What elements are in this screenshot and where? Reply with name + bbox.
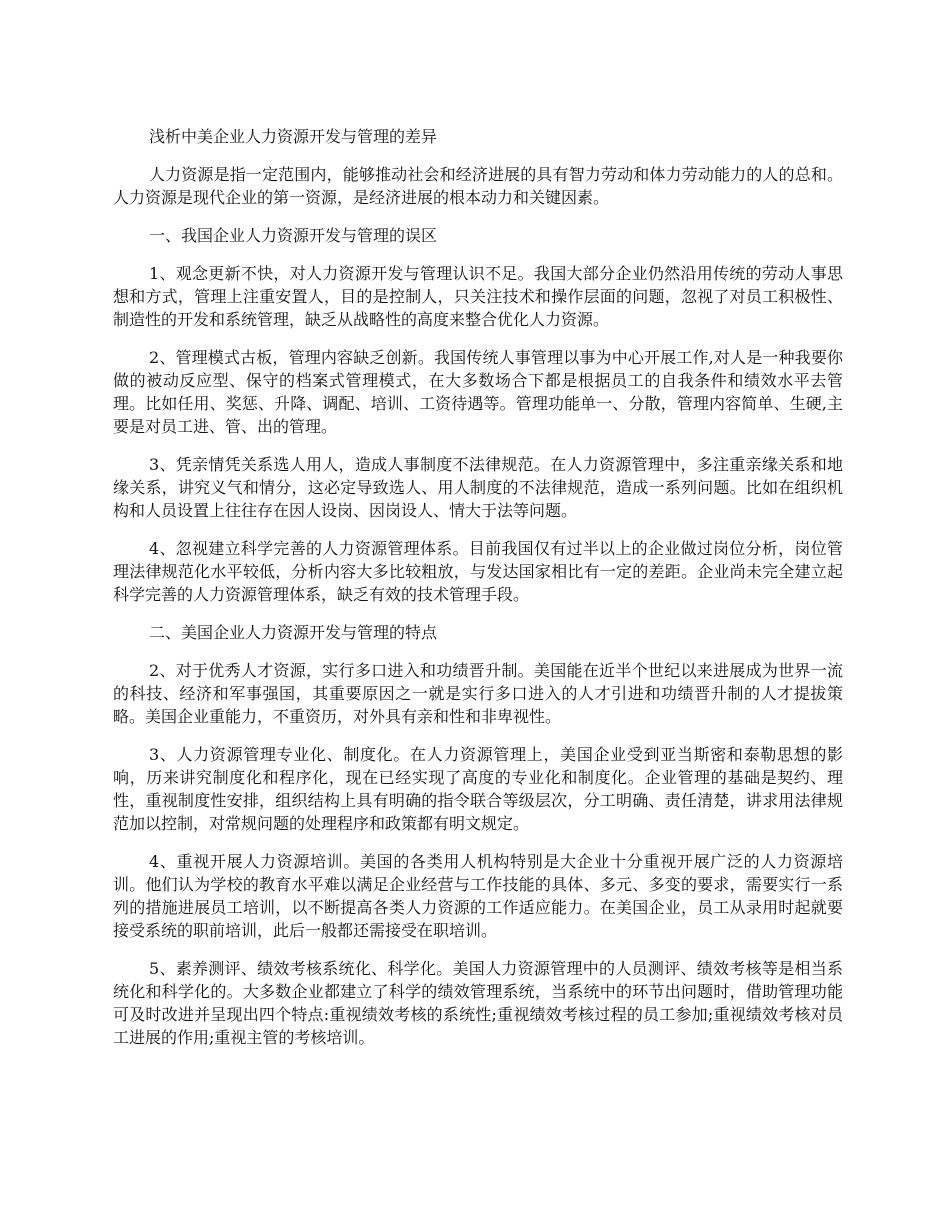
document-title: 浅析中美企业人力资源开发与管理的差异 [149, 127, 438, 146]
paragraph-1-4: 4、忽视建立科学完善的人力资源管理体系。目前我国仅有过半以上的企业做过岗位分析，岗位管理法律规范化水平较低，分析内容大多比较粗放，与发达国家相比有一定的差距。企业尚未完全建立起科学完善的人力资源管理体系，缺乏有效的技术管理手段。 [113, 539, 843, 604]
paragraph-2-2: 2、对于优秀人才资源，实行多口进入和功绩晋升制。美国能在近半个世纪以来进展成为世界一流的科技、经济和军事强国，其重要原因之一就是实行多口进入的人才引进和功绩晋升制的人才提拔策略。美国企业重能力，不重资历，对外具有亲和性和非卑视性。 [113, 661, 843, 726]
paragraph-2-3: 3、人力资源管理专业化、制度化。在人力资源管理上，美国企业受到亚当斯密和泰勒思想的影响，历来讲究制度化和程序化，现在已经实现了高度的专业化和制度化。企业管理的基础是契约、理性，重视制度性安排，组织结构上具有明确的指令联合等级层次，分工明确、责任清楚，讲求用法律规范加以控制，对常规问题的处理程序和政策都有明文规定。 [113, 745, 843, 833]
section-heading-2: 二、美国企业人力资源开发与管理的特点 [149, 623, 438, 642]
section-heading-1: 一、我国企业人力资源开发与管理的误区 [149, 226, 438, 245]
paragraph-1-3: 3、凭亲情凭关系选人用人，造成人事制度不法律规范。在人力资源管理中，多注重亲缘关系和地缘关系，讲究义气和情分，这必定导致选人、用人制度的不法律规范，造成一系列问题。比如在组织机构和人员设置上往往存在因人设岗、因岗设人、情大于法等问题。 [113, 455, 843, 520]
paragraph-2-4: 4、重视开展人力资源培训。美国的各类用人机构特别是大企业十分重视开展广泛的人力资源培训。他们认为学校的教育水平难以满足企业经营与工作技能的具体、多元、多变的要求，需要实行一系列的措施进展员工培训，以不断提高各类人力资源的工作适应能力。在美国企业，员工从录用时起就要接受系统的职前培训，此后一般都还需接受在职培训。 [113, 852, 843, 940]
paragraph-intro: 人力资源是指一定范围内，能够推动社会和经济进展的具有智力劳动和体力劳动能力的人的总和。人力资源是现代企业的第一资源，是经济进展的根本动力和关键因素。 [113, 165, 843, 207]
document-body [113, 125, 843, 1064]
paragraph-1-1: 1、观念更新不快，对人力资源开发与管理认识不足。我国大部分企业仍然沿用传统的劳动人事思想和方式，管理上注重安置人，目的是控制人，只关注技术和操作层面的问题，忽视了对员工积极性、制造性的开发和系统管理，缺乏从战略性的高度来整合优化人力资源。 [113, 264, 843, 329]
paragraph-1-2: 2、管理模式古板，管理内容缺乏创新。我国传统人事管理以事为中心开展工作,对人是一种我要你做的被动反应型、保守的档案式管理模式，在大多数场合下都是根据员工的自我条件和绩效水平去管理。比如任用、奖惩、升降、调配、培训、工资待遇等。管理功能单一、分散，管理内容简单、生硬,主要是对员工进、管、出的管理。 [113, 348, 843, 436]
paragraph-2-5: 5、素养测评、绩效考核系统化、科学化。美国人力资源管理中的人员测评、绩效考核等是相当系统化和科学化的。大多数企业都建立了科学的绩效管理系统，当系统中的环节出问题时，借助管理功能可及时改进并呈现出四个特点:重视绩效考核的系统性;重视绩效考核过程的员工参加;重视绩效考核对员工进展的作用;重视主管的考核培训。 [113, 959, 843, 1047]
